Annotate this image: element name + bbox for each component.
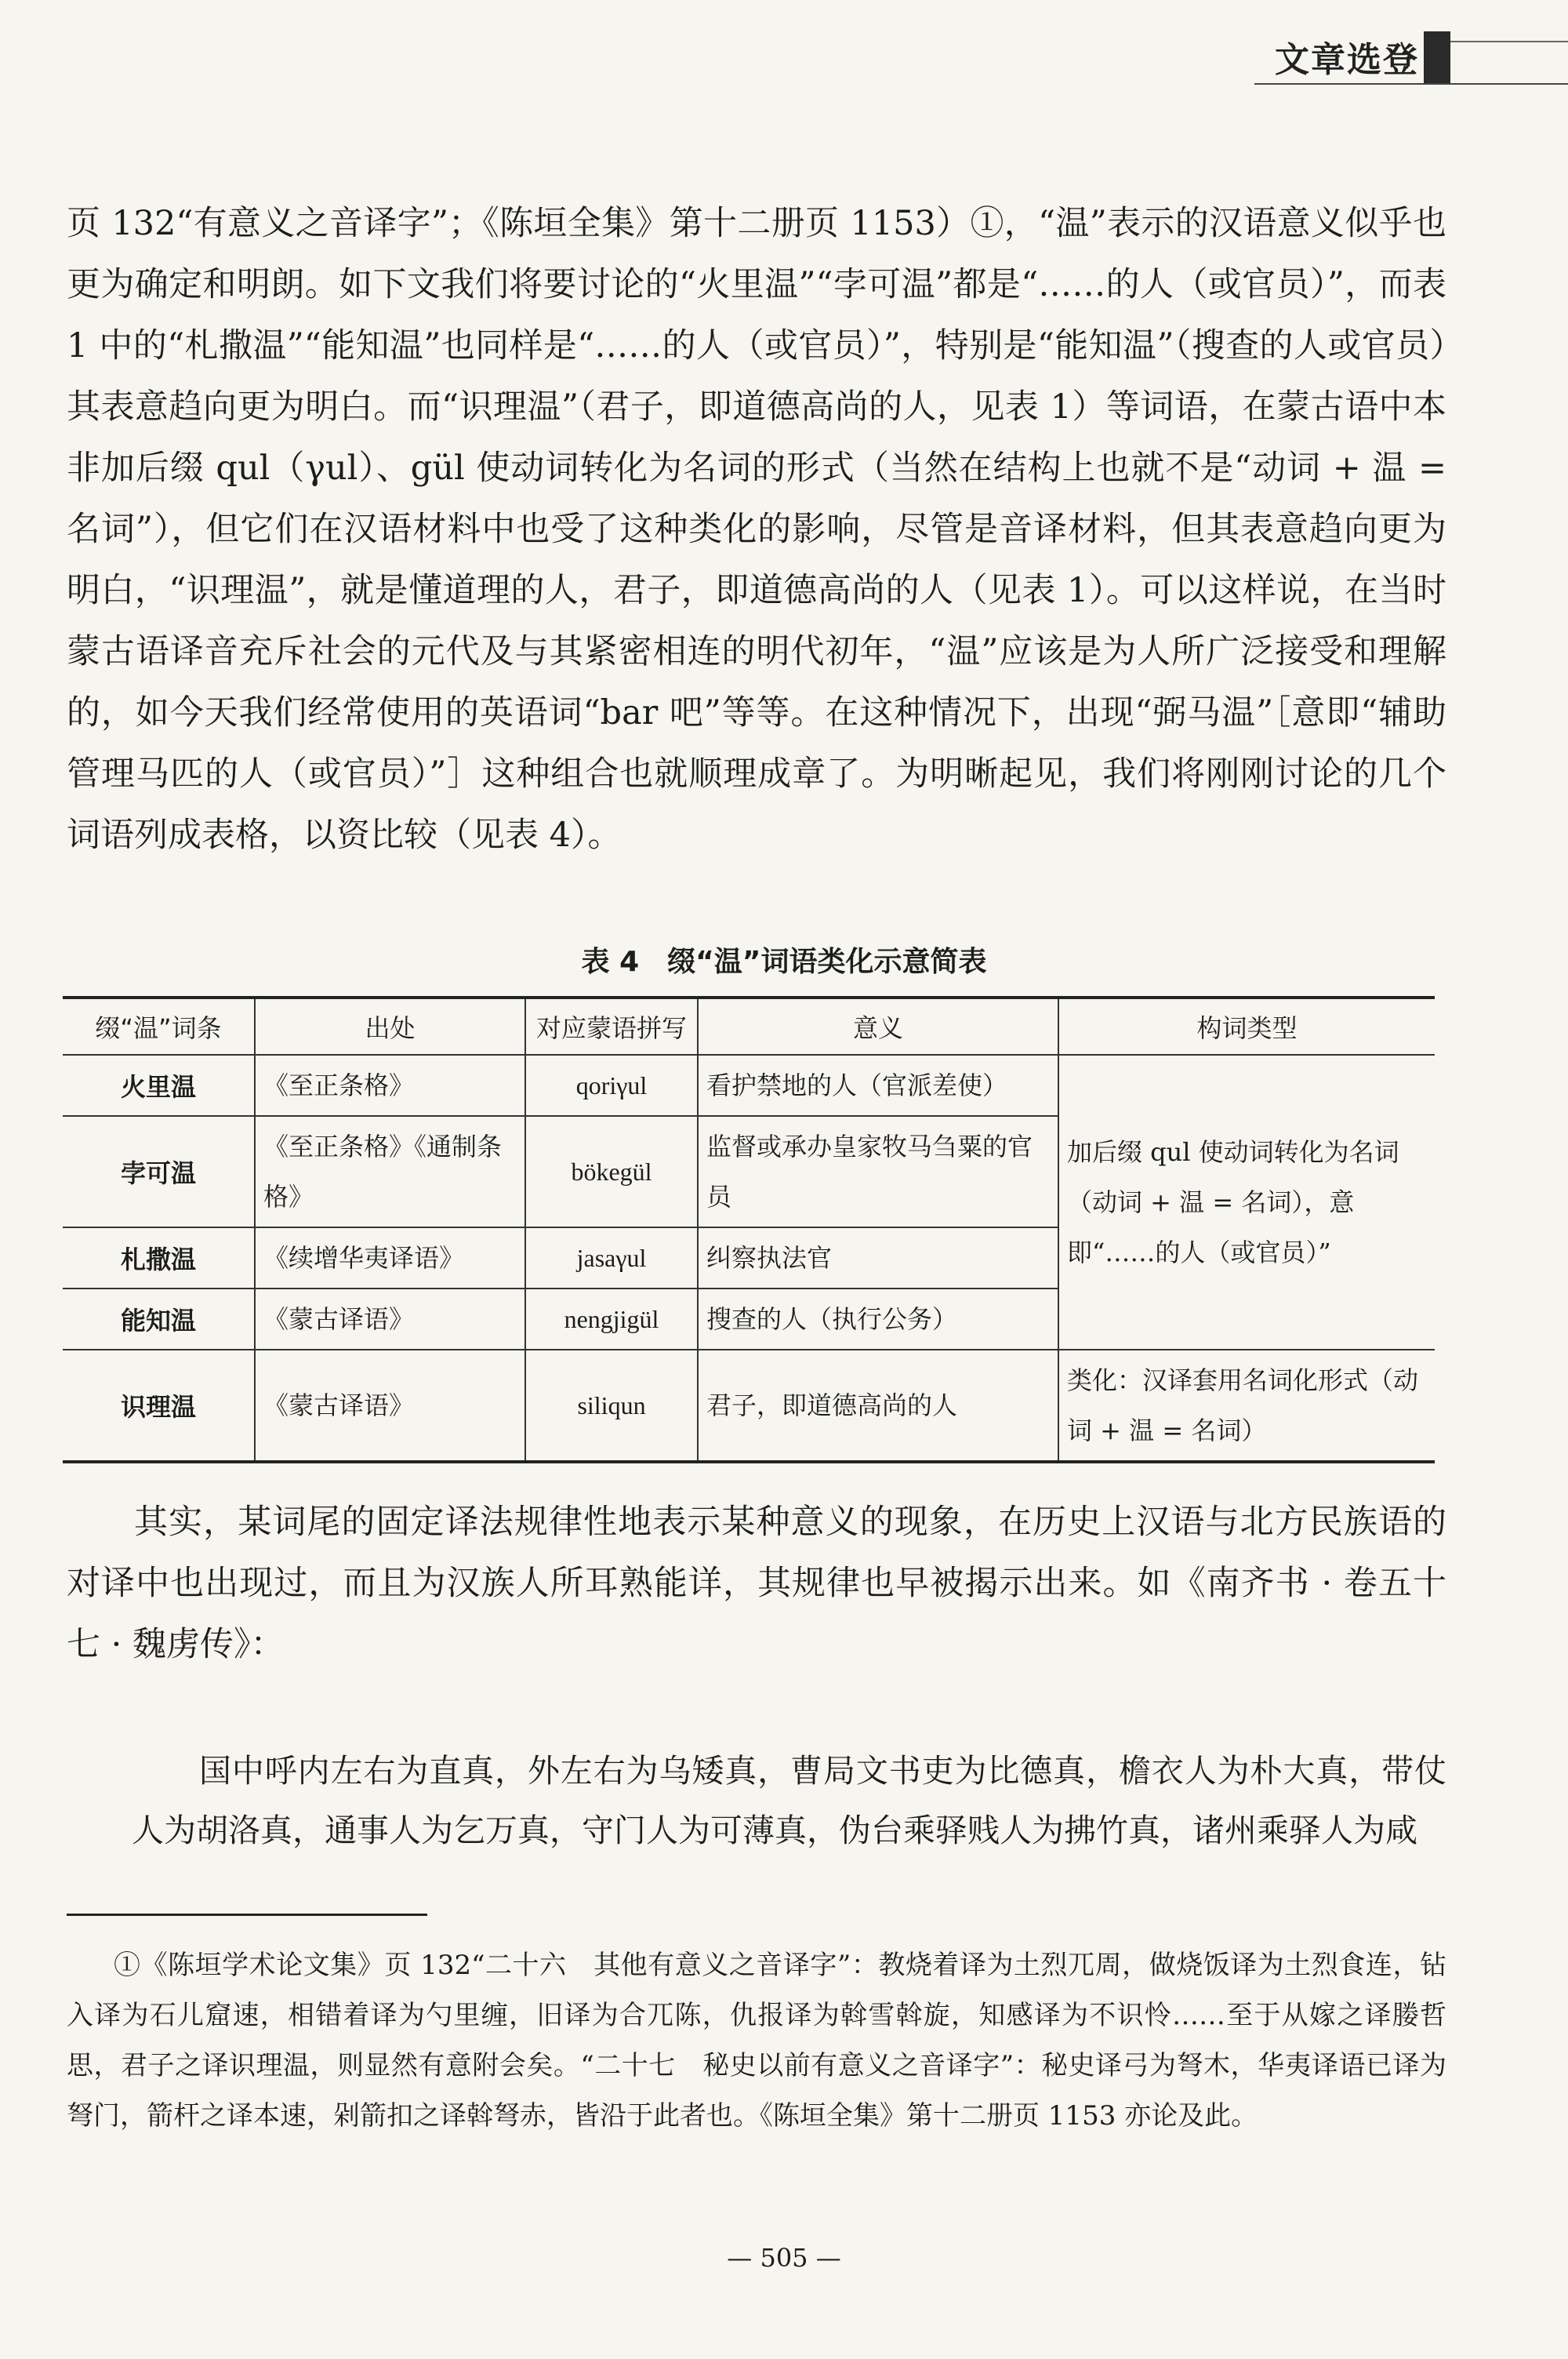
column-header: 出处 [255, 998, 525, 1055]
term-cell: 识理温 [63, 1350, 255, 1462]
meaning-cell: 看护禁地的人（官派差使） [698, 1055, 1058, 1116]
term-cell: 火里温 [63, 1055, 255, 1116]
column-header: 缀“温”词条 [63, 998, 255, 1055]
header-bar-decoration [1424, 31, 1450, 83]
meaning-cell: 监督或承办皇家牧马刍粟的官员 [698, 1116, 1058, 1227]
type-cell: 类化：汉译套用名词化形式（动词 + 温 = 名词） [1058, 1350, 1435, 1462]
body-paragraph-2 [67, 1492, 1446, 1675]
header-rule [1254, 83, 1568, 85]
table-row [63, 1350, 1435, 1462]
source-cell: 《蒙古译语》 [255, 1350, 525, 1462]
footnote: ①《陈垣学术论文集》页 132“二十六 其他有意义之音译字”：教烧着译为土烈兀周，做烧饭译为土烈食连，钻入译为石儿窟速，相错着译为勺里缠，旧译为合兀陈，仇报译为斡雪斡旋，知感译为不识怜……至于从嫁之译媵哲思，君子之译识理温，则显然有意附会矣。“二十七 秘史以前有意义之音译字”：秘史译弓为弩木，华夷译语已译为弩门，箭杆之译本速，剁箭扣之译斡弩赤，皆沿于此者也。《陈垣全集》第十二册页 1153 亦论及此。 [67, 1950, 1446, 2132]
page-number: — 505 — [727, 2243, 841, 2273]
mongol-cell: bökegül [525, 1116, 698, 1227]
term-cell: 札撒温 [63, 1227, 255, 1289]
meaning-cell: 君子，即道德高尚的人 [698, 1350, 1058, 1462]
source-cell: 《至正条格》《通制条格》 [255, 1116, 525, 1227]
meaning-cell: 纠察执法官 [698, 1227, 1058, 1289]
mongol-cell: jasaγul [525, 1227, 698, 1289]
body-paragraph-1 [67, 193, 1446, 866]
column-header: 构词类型 [1058, 998, 1435, 1055]
column-header: 意义 [698, 998, 1058, 1055]
footnote-rule [67, 1914, 427, 1916]
table-row [63, 1055, 1435, 1116]
header-rule-top [1450, 41, 1568, 42]
term-cell: 孛可温 [63, 1116, 255, 1227]
section-title: 文章选登 [1275, 40, 1419, 80]
source-cell: 《蒙古译语》 [255, 1289, 525, 1350]
column-header: 对应蒙语拼写 [525, 998, 698, 1055]
table-header-row [63, 998, 1435, 1055]
source-cell: 《续增华夷译语》 [255, 1227, 525, 1289]
mongol-cell: nengjigül [525, 1289, 698, 1350]
meaning-cell: 搜查的人（执行公务） [698, 1289, 1058, 1350]
mongol-cell: siliqun [525, 1350, 698, 1462]
term-cell: 能知温 [63, 1289, 255, 1350]
classification-table [63, 996, 1435, 1463]
source-cell: 《至正条格》 [255, 1055, 525, 1116]
type-cell: 加后缀 qul 使动词转化为名词（动词 + 温 = 名词），意即“……的人（或官员）” [1058, 1055, 1435, 1350]
block-quote: 国中呼内左右为直真，外左右为乌矮真，曹局文书吏为比德真，檐衣人为朴大真，带仗人为胡洛真，通事人为乞万真，守门人为可薄真，伪台乘驿贱人为拂竹真，诸州乘驿人为咸 [132, 1752, 1446, 1849]
table-caption: 表 4 缀“温”词语类化示意简表 [581, 946, 987, 978]
paragraph-text: 页 132“有意义之音译字”；《陈垣全集》第十二册页 1153）①，“温”表示的汉语意义似乎也更为确定和明朗。如下文我们将要讨论的“火里温”“孛可温”都是“……的人（或官员）”，而表 1 中的“札撒温”“能知温”也同样是“……的人（或官员）”，特别是“能知温”（搜查的人或官员）其表意趋向更为明白。而“识理温”（君子，即道德高尚的人，见表 1）等词语，在蒙古语中本非加后缀 qul（γul）、gül 使动词转化为名词的形式（当然在结构上也就不是“动词 + 温 = 名词”），但它们在汉语材料中也受了这种类化的影响，尽管是音译材料，但其表意趋向更为明白，“识理温”，就是懂道理的人，君子，即道德高尚的人（见表 1）。可以这样说，在当时蒙古语译音充斥社会的元代及与其紧密相连的明代初年，“温”应该是为人所广泛接受和理解的，如今天我们经常使用的英语词“bar 吧”等等。在这种情况下，出现“弼马温”［意即“辅助管理马匹的人（或官员）”］这种组合也就顺理成章了。为明晰起见，我们将刚刚讨论的几个词语列成表格，以资比较（见表 4）。 [67, 204, 1446, 855]
mongol-cell: qoriγul [525, 1055, 698, 1116]
paragraph-text: 其实，某词尾的固定译法规律性地表示某种意义的现象，在历史上汉语与北方民族语的对译中也出现过，而且为汉族人所耳熟能详，其规律也早被揭示出来。如《南齐书 · 卷五十七 · 魏虏传》： [67, 1503, 1446, 1664]
